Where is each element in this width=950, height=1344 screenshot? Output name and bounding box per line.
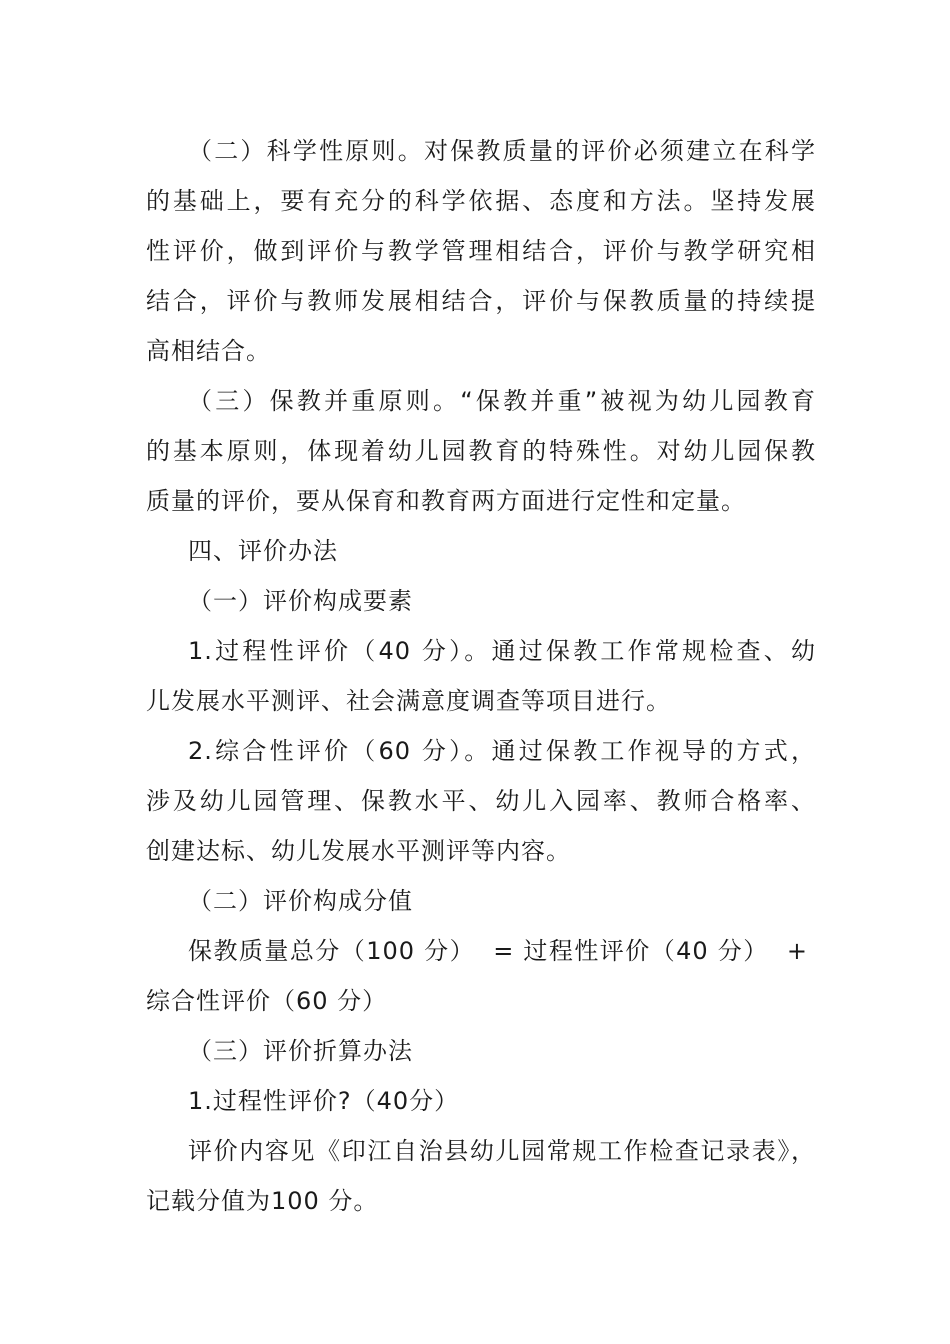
paragraph-line: 结合，评价与教师发展相结合，评价与保教质量的持续提 bbox=[146, 287, 816, 315]
subsection-heading: （一）评价构成要素 bbox=[188, 587, 413, 615]
formula-line: 保教质量总分（100 分） = 过程性评价（40 分） + bbox=[188, 937, 808, 965]
paragraph-line: （二）科学性原则。对保教质量的评价必须建立在科学 bbox=[188, 137, 816, 165]
paragraph-line: 1.过程性评价（40 分）。通过保教工作常规检查、幼 bbox=[188, 637, 816, 665]
paragraph-line: 高相结合。 bbox=[146, 337, 271, 365]
paragraph-line: 性评价，做到评价与教学管理相结合，评价与教学研究相 bbox=[146, 237, 816, 265]
paragraph-line: 儿发展水平测评、社会满意度调查等项目进行。 bbox=[146, 687, 671, 715]
paragraph-line: 的基础上，要有充分的科学依据、态度和方法。坚持发展 bbox=[146, 187, 816, 215]
paragraph-line: 记载分值为100 分。 bbox=[146, 1187, 379, 1215]
paragraph-line: 质量的评价，要从保育和教育两方面进行定性和定量。 bbox=[146, 487, 746, 515]
subsection-heading: （二）评价构成分值 bbox=[188, 887, 413, 915]
paragraph-line: 2.综合性评价（60 分）。通过保教工作视导的方式， bbox=[188, 737, 816, 765]
paragraph-line: 评价内容见《印江自治县幼儿园常规工作检查记录表》， bbox=[188, 1137, 816, 1165]
paragraph-line: 涉及幼儿园管理、保教水平、幼儿入园率、教师合格率、 bbox=[146, 787, 816, 815]
formula-line: 综合性评价（60 分） bbox=[146, 987, 388, 1015]
section-heading: 四、评价办法 bbox=[188, 537, 338, 565]
paragraph-line: 创建达标、幼儿发展水平测评等内容。 bbox=[146, 837, 571, 865]
paragraph-line: 的基本原则，体现着幼儿园教育的特殊性。对幼儿园保教 bbox=[146, 437, 816, 465]
paragraph-line: （三）保教并重原则。“保教并重”被视为幼儿园教育 bbox=[188, 387, 816, 415]
subsection-heading: （三）评价折算办法 bbox=[188, 1037, 413, 1065]
item-heading: 1.过程性评价?（40分） bbox=[188, 1087, 460, 1115]
